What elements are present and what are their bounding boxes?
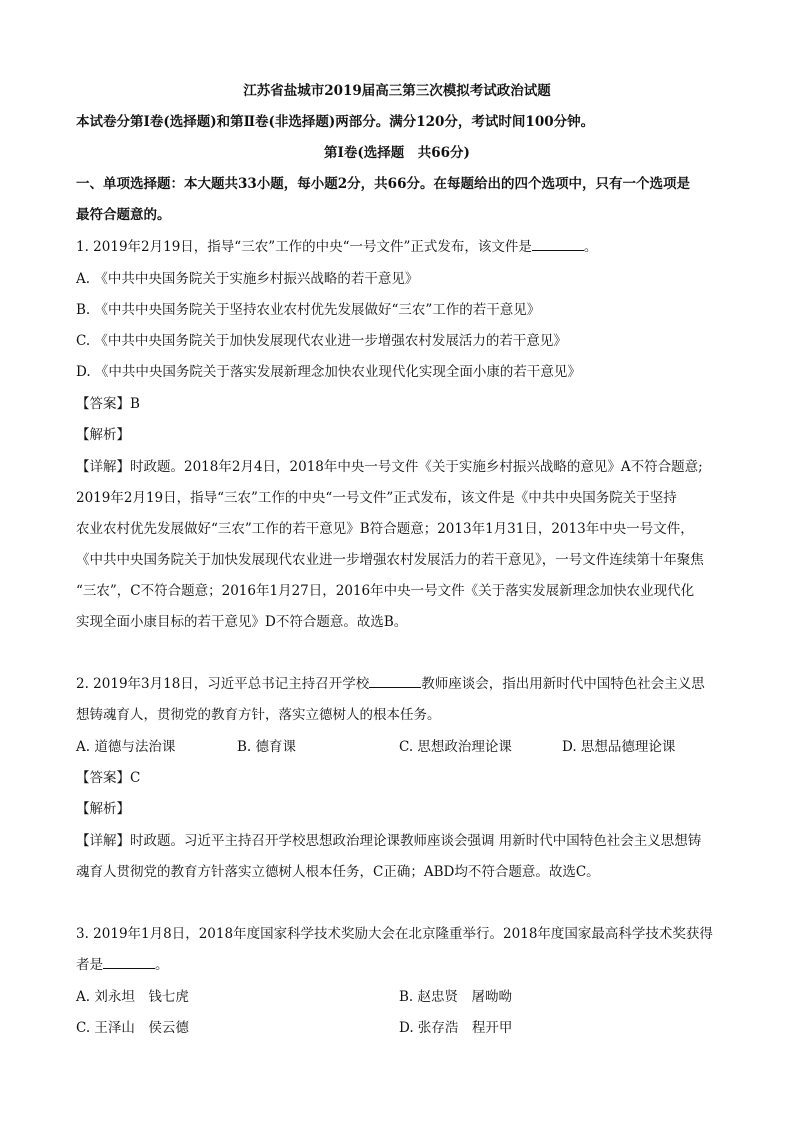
q3-stem-line2 [76,950,726,981]
q2-stem-text-cont: 教师座谈会，指出用新时代中国特色社会主义思 [421,676,705,692]
q3-option-c: C. 王泽山 侯云德 [76,1020,189,1036]
q1-stem-end: 。 [583,239,598,255]
q2-option-a: A. 道德与法治课 [76,739,176,755]
q1-option-b: B. 《中共中央国务院关于坚持农业农村优先发展做好“三农”工作的若干意见》 [76,302,541,318]
q1-detail-line: “三农”，C不符合题意；2016年1月27日，2016年中央一号文件《关于落实发展新理念加快农业现代化 [76,583,695,599]
q1-option-d: D. 《中共中央国务院关于落实发展新理念加快农业现代化实现全面小康的若干意见》 [76,364,581,380]
q2-detail-line: 【详解】时政题。习近平主持召开学校思想政治理论课教师座谈会强调 用新时代中国特色社会主义思想铸 [76,833,702,849]
q2-analysis-label: 【解析】 [76,801,130,817]
q1-detail-line: 《中共中央国务院关于加快发展现代农业进一步增强农村发展活力的若干意见》，一号文件连续第十年聚焦 [76,552,704,568]
q1-detail-line: 农业农村优先发展做好“三农”工作的若干意见》B符合题意；2013年1月31日，2013年中央一号文件， [76,521,694,537]
q2-answer: 【答案】C [76,770,141,786]
q1-detail-line: 【详解】时政题。2018年2月4日，2018年中央一号文件《关于实施乡村振兴战略的意见》A不符合题意; [76,459,703,475]
exam-intro: 本试卷分第Ⅰ卷(选择题)和第Ⅱ卷(非选择题)两部分。满分120分，考试时间100分钟。 [76,114,595,130]
q2-stem-line1 [76,669,726,700]
q3-stem-end: 。 [155,957,169,973]
q2-answer-blank [369,674,421,688]
q3-option-b: B. 赵忠贤 屠呦呦 [399,989,513,1005]
q1-analysis-label: 【解析】 [76,427,130,443]
section-heading: 第Ⅰ卷(选择题 共66分) [324,145,470,161]
q3-answer-blank [103,955,155,969]
q2-option-b: B. 德育课 [237,739,297,755]
q1-answer: 【答案】B [76,396,140,412]
q3-stem-line1: 3. 2019年1月8日，2018年度国家科学技术奖励大会在北京隆重举行。2018年度国家最高科学技术奖获得 [76,926,713,942]
q1-option-a: A. 《中共中央国务院关于实施乡村振兴战略的若干意见》 [76,271,419,287]
q1-answer-blank [532,237,584,251]
q3-option-d: D. 张存浩 程开甲 [399,1020,513,1036]
q1-stem [76,232,726,263]
q1-detail-line: 实现全面小康目标的若干意见》D不符合题意。故选B。 [76,614,408,630]
q2-option-c: C. 思想政治理论课 [399,739,512,755]
q1-option-c: C. 《中共中央国务院关于加快发展现代农业进一步增强农村发展活力的若干意见》 [76,333,567,349]
q2-detail-line: 魂育人贯彻党的教育方针落实立德树人根本任务，C正确；ABD均不符合题意。故选C。 [76,864,600,880]
section-instruction-line2: 最符合题意的。 [76,207,171,223]
q2-option-d: D. 思想品德理论课 [562,739,676,755]
section-instruction-line1: 一、单项选择题：本大题共33小题，每小题2分，共66分。在每题给出的四个选项中，只有一个选项是 [76,176,690,192]
document-title: 江苏省盐城市2019届高三第三次模拟考试政治试题 [243,83,551,99]
q2-stem-text: 2. 2019年3月18日，习近平总书记主持召开学校 [76,676,370,692]
q3-option-a: A. 刘永坦 钱七虎 [76,989,189,1005]
q1-stem-text: 1. 2019年2月19日，指导“三农”工作的中央“一号文件”正式发布，该文件是 [76,239,532,255]
q2-stem-line2: 想铸魂育人，贯彻党的教育方针，落实立德树人的根本任务。 [76,707,441,723]
q3-stem-text: 者是 [76,957,103,973]
q1-detail-line: 2019年2月19日，指导“三农”工作的中央“一号文件”正式发布，该文件是《中共中央国务院关于坚持 [76,490,677,506]
